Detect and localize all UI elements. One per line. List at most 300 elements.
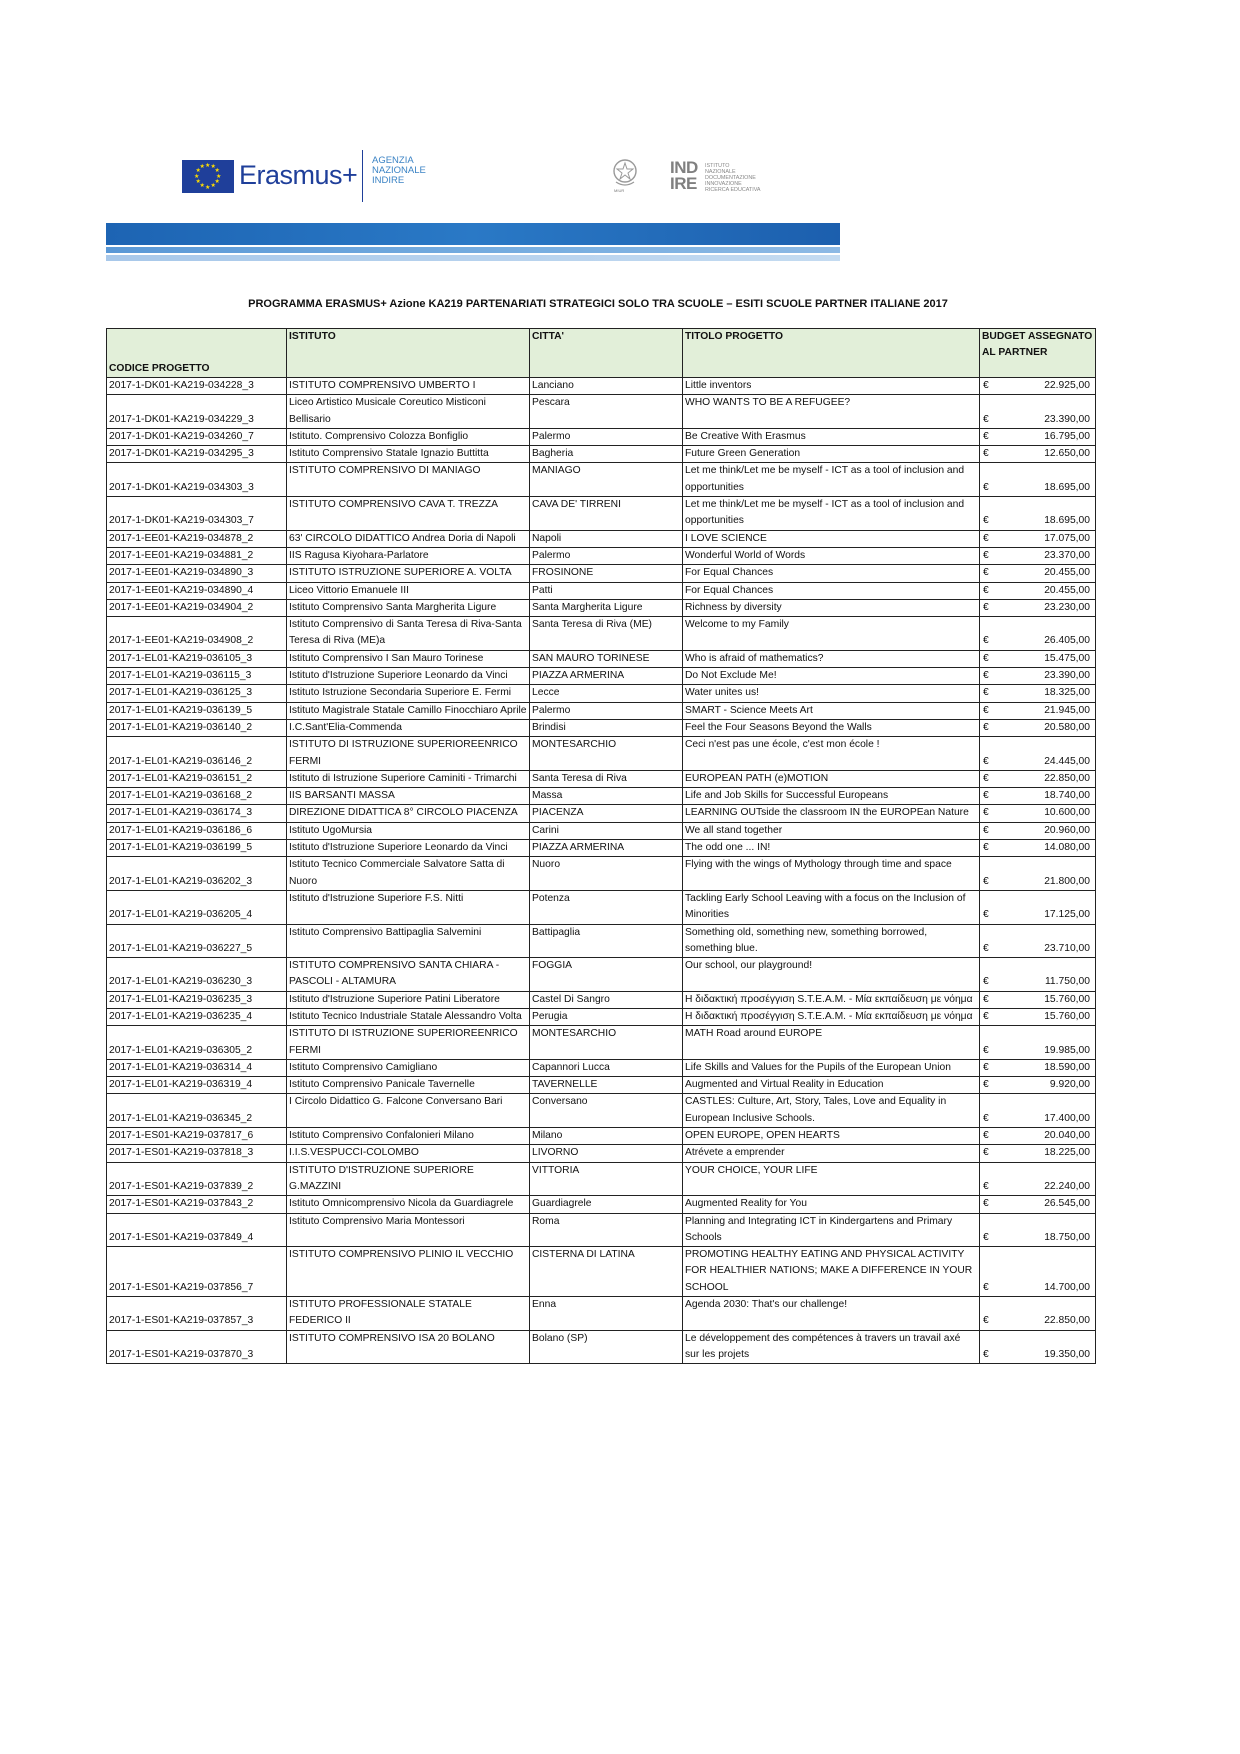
- table-row: [107, 890, 1096, 924]
- cell-project-code: 2017-1-ES01-KA219-037870_3: [107, 1330, 287, 1364]
- table-row: [107, 650, 1096, 667]
- cell-citta: Bagheria: [530, 446, 683, 463]
- table-row: [107, 822, 1096, 839]
- currency-symbol: €: [983, 875, 989, 887]
- currency-symbol: €: [983, 515, 989, 527]
- cell-titolo: Agenda 2030: That's our challenge!: [683, 1297, 980, 1331]
- cell-budget: [980, 428, 1096, 445]
- erasmus-plus-logo: Erasmus+: [239, 160, 358, 190]
- table-row: [107, 1330, 1096, 1364]
- table-row: [107, 719, 1096, 736]
- table-row: [107, 805, 1096, 822]
- band-stripe: [106, 255, 840, 261]
- budget-amount: 23.370,00: [1044, 549, 1090, 561]
- currency-symbol: €: [983, 430, 989, 442]
- currency-symbol: €: [983, 1231, 989, 1243]
- cell-titolo: I LOVE SCIENCE: [683, 530, 980, 547]
- cell-budget: [980, 565, 1096, 582]
- cell-istituto: Liceo Vittorio Emanuele III: [287, 582, 530, 599]
- eu-star-icon: ★: [194, 173, 200, 180]
- table-row: [107, 1059, 1096, 1076]
- results-table: [106, 328, 1096, 1364]
- table-header-row: [107, 329, 1096, 378]
- cell-budget: [980, 617, 1096, 651]
- cell-project-code: 2017-1-DK01-KA219-034295_3: [107, 446, 287, 463]
- cell-titolo: Be Creative With Erasmus: [683, 428, 980, 445]
- cell-titolo: We all stand together: [683, 822, 980, 839]
- cell-istituto: Istituto Comprensivo Panicale Tavernelle: [287, 1077, 530, 1094]
- cell-citta: Capannori Lucca: [530, 1059, 683, 1076]
- table-row: [107, 599, 1096, 616]
- budget-amount: 15.760,00: [1044, 993, 1090, 1005]
- cell-titolo: Le développement des compétences à travers un travail axé sur les projets: [683, 1330, 980, 1364]
- cell-project-code: 2017-1-ES01-KA219-037856_7: [107, 1247, 287, 1297]
- cell-istituto: I.C.Sant'Elia-Commenda: [287, 719, 530, 736]
- cell-project-code: 2017-1-EL01-KA219-036227_5: [107, 924, 287, 958]
- cell-project-code: 2017-1-EL01-KA219-036125_3: [107, 685, 287, 702]
- cell-project-code: 2017-1-EL01-KA219-036174_3: [107, 805, 287, 822]
- column-header-citta: CITTA': [530, 329, 683, 378]
- table-row: [107, 378, 1096, 395]
- currency-symbol: €: [983, 687, 989, 699]
- cell-project-code: 2017-1-ES01-KA219-037818_3: [107, 1145, 287, 1162]
- table-row: [107, 1297, 1096, 1331]
- column-header-titolo: TITOLO PROGETTO: [683, 329, 980, 378]
- currency-symbol: €: [983, 772, 989, 784]
- emblem-label: MIUR: [614, 188, 625, 193]
- cell-budget: [980, 1196, 1096, 1213]
- budget-amount: 23.710,00: [1044, 942, 1090, 954]
- cell-titolo: For Equal Chances: [683, 582, 980, 599]
- currency-symbol: €: [983, 532, 989, 544]
- currency-symbol: €: [983, 909, 989, 921]
- cell-titolo: Our school, our playground!: [683, 958, 980, 992]
- cell-titolo: Let me think/Let me be myself - ICT as a tool of inclusion and opportunities: [683, 463, 980, 497]
- cell-citta: Carini: [530, 822, 683, 839]
- cell-citta: Potenza: [530, 890, 683, 924]
- cell-project-code: 2017-1-ES01-KA219-037817_6: [107, 1128, 287, 1145]
- cell-project-code: 2017-1-EL01-KA219-036168_2: [107, 788, 287, 805]
- cell-budget: [980, 890, 1096, 924]
- table-row: [107, 840, 1096, 857]
- cell-citta: Massa: [530, 788, 683, 805]
- cell-budget: [980, 719, 1096, 736]
- cell-istituto: Istituto Omnicomprensivo Nicola da Guardiagrele: [287, 1196, 530, 1213]
- indire-logo: [670, 160, 698, 192]
- cell-istituto: ISTITUTO DI ISTRUZIONE SUPERIOREENRICO FERMI: [287, 737, 530, 771]
- cell-istituto: Istituto Comprensivo Santa Margherita Ligure: [287, 599, 530, 616]
- cell-istituto: Liceo Artistico Musicale Coreutico Misticoni Bellisario: [287, 395, 530, 429]
- table-row: [107, 428, 1096, 445]
- cell-project-code: 2017-1-EL01-KA219-036202_3: [107, 857, 287, 891]
- cell-budget: [980, 924, 1096, 958]
- currency-symbol: €: [983, 413, 989, 425]
- cell-titolo: CASTLES: Culture, Art, Story, Tales, Love and Equality in European Inclusive Schools.: [683, 1094, 980, 1128]
- currency-symbol: €: [983, 1198, 989, 1210]
- indire-line: DOCUMENTAZIONE: [705, 175, 756, 181]
- logo-divider: [362, 150, 363, 202]
- budget-amount: 15.760,00: [1044, 1010, 1090, 1022]
- band-stripe: [106, 223, 840, 245]
- table-row: [107, 497, 1096, 531]
- table-row: [107, 857, 1096, 891]
- cell-istituto: ISTITUTO COMPRENSIVO ISA 20 BOLANO: [287, 1330, 530, 1364]
- cell-project-code: 2017-1-ES01-KA219-037857_3: [107, 1297, 287, 1331]
- cell-project-code: 2017-1-DK01-KA219-034229_3: [107, 395, 287, 429]
- eu-star-icon: ★: [199, 163, 205, 170]
- cell-project-code: 2017-1-EE01-KA219-034881_2: [107, 547, 287, 564]
- cell-project-code: 2017-1-EE01-KA219-034878_2: [107, 530, 287, 547]
- currency-symbol: €: [983, 1112, 989, 1124]
- table-row: [107, 1077, 1096, 1094]
- currency-symbol: €: [983, 807, 989, 819]
- table-row: [107, 530, 1096, 547]
- budget-amount: 18.695,00: [1044, 515, 1090, 527]
- cell-citta: Bolano (SP): [530, 1330, 683, 1364]
- cell-titolo: Ceci n'est pas une école, c'est mon école !: [683, 737, 980, 771]
- cell-budget: [980, 1247, 1096, 1297]
- budget-amount: 26.405,00: [1044, 635, 1090, 647]
- cell-citta: Santa Teresa di Riva (ME): [530, 617, 683, 651]
- cell-budget: [980, 840, 1096, 857]
- cell-project-code: 2017-1-ES01-KA219-037839_2: [107, 1162, 287, 1196]
- cell-budget: [980, 1094, 1096, 1128]
- budget-amount: 18.590,00: [1044, 1061, 1090, 1073]
- cell-istituto: Istituto Tecnico Commerciale Salvatore Satta di Nuoro: [287, 857, 530, 891]
- cell-istituto: Istituto Istruzione Secondaria Superiore E. Fermi: [287, 685, 530, 702]
- budget-amount: 14.080,00: [1044, 842, 1090, 854]
- cell-istituto: DIREZIONE DIDATTICA 8° CIRCOLO PIACENZA: [287, 805, 530, 822]
- cell-istituto: Istituto Comprensivo Battipaglia Salvemini: [287, 924, 530, 958]
- table-row: [107, 463, 1096, 497]
- table-row: [107, 924, 1096, 958]
- currency-symbol: €: [983, 1130, 989, 1142]
- cell-titolo: Augmented and Virtual Reality in Education: [683, 1077, 980, 1094]
- currency-symbol: €: [983, 1315, 989, 1327]
- cell-citta: SAN MAURO TORINESE: [530, 650, 683, 667]
- budget-amount: 24.445,00: [1044, 755, 1090, 767]
- table-row: [107, 395, 1096, 429]
- cell-titolo: Planning and Integrating ICT in Kindergartens and Primary Schools: [683, 1213, 980, 1247]
- cell-citta: Castel Di Sangro: [530, 991, 683, 1008]
- cell-istituto: ISTITUTO COMPRENSIVO SANTA CHIARA - PASCOLI - ALTAMURA: [287, 958, 530, 992]
- cell-istituto: I Circolo Didattico G. Falcone Conversano Bari: [287, 1094, 530, 1128]
- column-header-budget: BUDGET ASSEGNATO AL PARTNER: [980, 329, 1096, 378]
- agency-line: AGENZIA: [372, 155, 414, 166]
- cell-titolo: Who is afraid of mathematics?: [683, 650, 980, 667]
- band-stripe: [106, 247, 840, 253]
- cell-budget: [980, 1128, 1096, 1145]
- cell-titolo: WHO WANTS TO BE A REFUGEE?: [683, 395, 980, 429]
- table-row: [107, 958, 1096, 992]
- cell-titolo: Tackling Early School Leaving with a focus on the Inclusion of Minorities: [683, 890, 980, 924]
- cell-citta: VITTORIA: [530, 1162, 683, 1196]
- cell-citta: Lanciano: [530, 378, 683, 395]
- budget-amount: 21.800,00: [1044, 875, 1090, 887]
- cell-budget: [980, 1330, 1096, 1364]
- cell-project-code: 2017-1-EL01-KA219-036345_2: [107, 1094, 287, 1128]
- cell-istituto: Istituto UgoMursia: [287, 822, 530, 839]
- cell-citta: Brindisi: [530, 719, 683, 736]
- indire-mark-line: IND: [670, 158, 698, 177]
- table-row: [107, 446, 1096, 463]
- budget-amount: 20.960,00: [1044, 824, 1090, 836]
- cell-budget: [980, 1026, 1096, 1060]
- cell-istituto: ISTITUTO ISTRUZIONE SUPERIORE A. VOLTA: [287, 565, 530, 582]
- currency-symbol: €: [983, 976, 989, 988]
- cell-budget: [980, 685, 1096, 702]
- table-row: [107, 1128, 1096, 1145]
- cell-titolo: Let me think/Let me be myself - ICT as a tool of inclusion and opportunities: [683, 497, 980, 531]
- cell-budget: [980, 530, 1096, 547]
- eu-star-icon: ★: [214, 168, 220, 174]
- cell-citta: Milano: [530, 1128, 683, 1145]
- document-title: PROGRAMMA ERASMUS+ Azione KA219 PARTENARIATI STRATEGICI SOLO TRA SCUOLE – ESITI SCUOLE PARTNER ITALIANE 2017: [248, 298, 948, 310]
- budget-amount: 17.400,00: [1044, 1112, 1090, 1124]
- eu-star-icon: ★: [195, 179, 201, 185]
- cell-project-code: 2017-1-EL01-KA219-036319_4: [107, 1077, 287, 1094]
- budget-amount: 22.850,00: [1044, 1315, 1090, 1327]
- cell-project-code: 2017-1-EL01-KA219-036235_3: [107, 991, 287, 1008]
- budget-amount: 17.075,00: [1044, 532, 1090, 544]
- cell-titolo: Wonderful World of Words: [683, 547, 980, 564]
- table-row: [107, 788, 1096, 805]
- cell-budget: [980, 857, 1096, 891]
- table-row: [107, 1213, 1096, 1247]
- agency-name: [372, 156, 426, 186]
- cell-budget: [980, 1162, 1096, 1196]
- cell-project-code: 2017-1-EL01-KA219-036199_5: [107, 840, 287, 857]
- budget-amount: 10.600,00: [1044, 807, 1090, 819]
- budget-amount: 11.750,00: [1044, 976, 1090, 988]
- cell-citta: Guardiagrele: [530, 1196, 683, 1213]
- table-row: [107, 582, 1096, 599]
- cell-citta: MONTESARCHIO: [530, 1026, 683, 1060]
- cell-budget: [980, 737, 1096, 771]
- cell-citta: Perugia: [530, 1008, 683, 1025]
- indire-description: [705, 163, 761, 193]
- cell-budget: [980, 991, 1096, 1008]
- eu-star-icon: ★: [205, 162, 211, 169]
- eu-star-icon: ★: [216, 173, 222, 180]
- cell-budget: [980, 822, 1096, 839]
- table-row: [107, 702, 1096, 719]
- cell-istituto: Istituto d'Istruzione Superiore Leonardo da Vinci: [287, 668, 530, 685]
- budget-amount: 20.455,00: [1044, 584, 1090, 596]
- cell-citta: Nuoro: [530, 857, 683, 891]
- budget-amount: 16.795,00: [1044, 430, 1090, 442]
- currency-symbol: €: [983, 1044, 989, 1056]
- cell-project-code: 2017-1-EL01-KA219-036205_4: [107, 890, 287, 924]
- cell-istituto: IIS Ragusa Kiyohara-Parlatore: [287, 547, 530, 564]
- cell-budget: [980, 788, 1096, 805]
- cell-project-code: 2017-1-EL01-KA219-036146_2: [107, 737, 287, 771]
- cell-project-code: 2017-1-ES01-KA219-037849_4: [107, 1213, 287, 1247]
- cell-budget: [980, 599, 1096, 616]
- cell-project-code: 2017-1-EE01-KA219-034904_2: [107, 599, 287, 616]
- currency-symbol: €: [983, 635, 989, 647]
- cell-project-code: 2017-1-DK01-KA219-034260_7: [107, 428, 287, 445]
- cell-istituto: Istituto Magistrale Statale Camillo Finocchiaro Aprile: [287, 702, 530, 719]
- budget-amount: 23.230,00: [1044, 601, 1090, 613]
- currency-symbol: €: [983, 1147, 989, 1159]
- cell-budget: [980, 668, 1096, 685]
- cell-citta: PIACENZA: [530, 805, 683, 822]
- cell-citta: Santa Margherita Ligure: [530, 599, 683, 616]
- currency-symbol: €: [983, 1010, 989, 1022]
- cell-titolo: Life Skills and Values for the Pupils of the European Union: [683, 1059, 980, 1076]
- cell-project-code: 2017-1-DK01-KA219-034228_3: [107, 378, 287, 395]
- cell-titolo: For Equal Chances: [683, 565, 980, 582]
- cell-budget: [980, 805, 1096, 822]
- table-row: [107, 991, 1096, 1008]
- cell-istituto: Istituto. Comprensivo Colozza Bonfiglio: [287, 428, 530, 445]
- cell-citta: Roma: [530, 1213, 683, 1247]
- cell-project-code: 2017-1-EE01-KA219-034908_2: [107, 617, 287, 651]
- cell-citta: Santa Teresa di Riva: [530, 770, 683, 787]
- cell-istituto: Istituto d'Istruzione Superiore Leonardo da Vinci: [287, 840, 530, 857]
- cell-titolo: Welcome to my Family: [683, 617, 980, 651]
- column-header-code: CODICE PROGETTO: [107, 329, 287, 378]
- cell-titolo: Feel the Four Seasons Beyond the Walls: [683, 719, 980, 736]
- currency-symbol: €: [983, 1180, 989, 1192]
- budget-amount: 23.390,00: [1044, 670, 1090, 682]
- cell-budget: [980, 650, 1096, 667]
- cell-project-code: 2017-1-EL01-KA219-036105_3: [107, 650, 287, 667]
- indire-mark-line: IRE: [670, 174, 697, 193]
- cell-titolo: OPEN EUROPE, OPEN HEARTS: [683, 1128, 980, 1145]
- cell-project-code: 2017-1-EL01-KA219-036140_2: [107, 719, 287, 736]
- cell-istituto: Istituto d'Istruzione Superiore F.S. Nitti: [287, 890, 530, 924]
- cell-citta: CISTERNA DI LATINA: [530, 1247, 683, 1297]
- cell-citta: Pescara: [530, 395, 683, 429]
- cell-citta: Patti: [530, 582, 683, 599]
- table-row: [107, 1162, 1096, 1196]
- cell-budget: [980, 958, 1096, 992]
- budget-amount: 19.985,00: [1044, 1044, 1090, 1056]
- budget-amount: 18.225,00: [1044, 1147, 1090, 1159]
- cell-project-code: 2017-1-EL01-KA219-036151_2: [107, 770, 287, 787]
- table-row: [107, 617, 1096, 651]
- agency-line: INDIRE: [372, 175, 405, 186]
- indire-line: NAZIONALE: [705, 169, 736, 175]
- cell-citta: FOGGIA: [530, 958, 683, 992]
- cell-budget: [980, 582, 1096, 599]
- cell-budget: [980, 497, 1096, 531]
- cell-titolo: Richness by diversity: [683, 599, 980, 616]
- cell-project-code: 2017-1-DK01-KA219-034303_3: [107, 463, 287, 497]
- cell-budget: [980, 770, 1096, 787]
- currency-symbol: €: [983, 567, 989, 579]
- cell-citta: Lecce: [530, 685, 683, 702]
- table-row: [107, 565, 1096, 582]
- cell-budget: [980, 702, 1096, 719]
- cell-titolo: Do Not Exclude Me!: [683, 668, 980, 685]
- eu-star-icon: ★: [210, 183, 216, 190]
- table-row: [107, 685, 1096, 702]
- cell-titolo: MATH Road around EUROPE: [683, 1026, 980, 1060]
- cell-citta: Napoli: [530, 530, 683, 547]
- cell-budget: [980, 1297, 1096, 1331]
- cell-citta: FROSINONE: [530, 565, 683, 582]
- currency-symbol: €: [983, 790, 989, 802]
- cell-titolo: YOUR CHOICE, YOUR LIFE: [683, 1162, 980, 1196]
- currency-symbol: €: [983, 942, 989, 954]
- cell-project-code: 2017-1-EL01-KA219-036186_6: [107, 822, 287, 839]
- cell-titolo: Water unites us!: [683, 685, 980, 702]
- cell-titolo: The odd one ... IN!: [683, 840, 980, 857]
- cell-citta: PIAZZA ARMERINA: [530, 668, 683, 685]
- currency-symbol: €: [983, 1061, 989, 1073]
- eu-flag-logo: [182, 160, 234, 193]
- currency-symbol: €: [983, 549, 989, 561]
- eu-star-icon: ★: [195, 168, 201, 174]
- table-row: [107, 668, 1096, 685]
- cell-istituto: ISTITUTO COMPRENSIVO UMBERTO I: [287, 378, 530, 395]
- currency-symbol: €: [983, 842, 989, 854]
- cell-titolo: PROMOTING HEALTHY EATING AND PHYSICAL ACTIVITY FOR HEALTHIER NATIONS; MAKE A DIFFERENCE IN YOUR SCHOOL: [683, 1247, 980, 1297]
- budget-amount: 20.040,00: [1044, 1130, 1090, 1142]
- cell-project-code: 2017-1-EL01-KA219-036230_3: [107, 958, 287, 992]
- cell-budget: [980, 395, 1096, 429]
- cell-project-code: 2017-1-EL01-KA219-036305_2: [107, 1026, 287, 1060]
- cell-titolo: Something old, something new, something borrowed, something blue.: [683, 924, 980, 958]
- budget-amount: 26.545,00: [1044, 1198, 1090, 1210]
- budget-amount: 18.750,00: [1044, 1231, 1090, 1243]
- cell-project-code: 2017-1-EL01-KA219-036139_5: [107, 702, 287, 719]
- currency-symbol: €: [983, 1348, 989, 1360]
- cell-budget: [980, 1008, 1096, 1025]
- cell-istituto: ISTITUTO DI ISTRUZIONE SUPERIOREENRICO FERMI: [287, 1026, 530, 1060]
- column-header-istituto: ISTITUTO: [287, 329, 530, 378]
- currency-symbol: €: [983, 448, 989, 460]
- indire-line: ISTITUTO: [705, 163, 730, 169]
- cell-citta: Palermo: [530, 702, 683, 719]
- budget-amount: 14.700,00: [1044, 1281, 1090, 1293]
- budget-amount: 18.325,00: [1044, 687, 1090, 699]
- cell-istituto: Istituto Comprensivo Camigliano: [287, 1059, 530, 1076]
- cell-citta: Enna: [530, 1297, 683, 1331]
- cell-citta: CAVA DE' TIRRENI: [530, 497, 683, 531]
- currency-symbol: €: [983, 721, 989, 733]
- cell-budget: [980, 446, 1096, 463]
- cell-titolo: EUROPEAN PATH (e)MOTION: [683, 770, 980, 787]
- budget-amount: 22.240,00: [1044, 1180, 1090, 1192]
- table-row: [107, 1145, 1096, 1162]
- cell-citta: TAVERNELLE: [530, 1077, 683, 1094]
- cell-project-code: 2017-1-EL01-KA219-036314_4: [107, 1059, 287, 1076]
- table-row: [107, 547, 1096, 564]
- currency-symbol: €: [983, 993, 989, 1005]
- table-row: [107, 1196, 1096, 1213]
- cell-istituto: Istituto Comprensivo Statale Ignazio Buttitta: [287, 446, 530, 463]
- agency-line: NAZIONALE: [372, 165, 426, 176]
- cell-titolo: Η διδακτική προσέγγιση S.T.E.A.M. - Μία εκπαίδευση με νόημα: [683, 1008, 980, 1025]
- currency-symbol: €: [983, 704, 989, 716]
- cell-titolo: Η διδακτική προσέγγιση S.T.E.A.M. - Μία εκπαίδευση με νόημα: [683, 991, 980, 1008]
- cell-project-code: 2017-1-EE01-KA219-034890_4: [107, 582, 287, 599]
- table-row: [107, 1008, 1096, 1025]
- currency-symbol: €: [983, 755, 989, 767]
- eu-star-icon: ★: [199, 183, 205, 190]
- eu-star-icon: ★: [210, 163, 216, 170]
- cell-budget: [980, 1059, 1096, 1076]
- currency-symbol: €: [983, 824, 989, 836]
- cell-istituto: Istituto Comprensivo I San Mauro Torinese: [287, 650, 530, 667]
- currency-symbol: €: [983, 652, 989, 664]
- cell-titolo: Future Green Generation: [683, 446, 980, 463]
- republic-emblem-icon: [612, 158, 638, 188]
